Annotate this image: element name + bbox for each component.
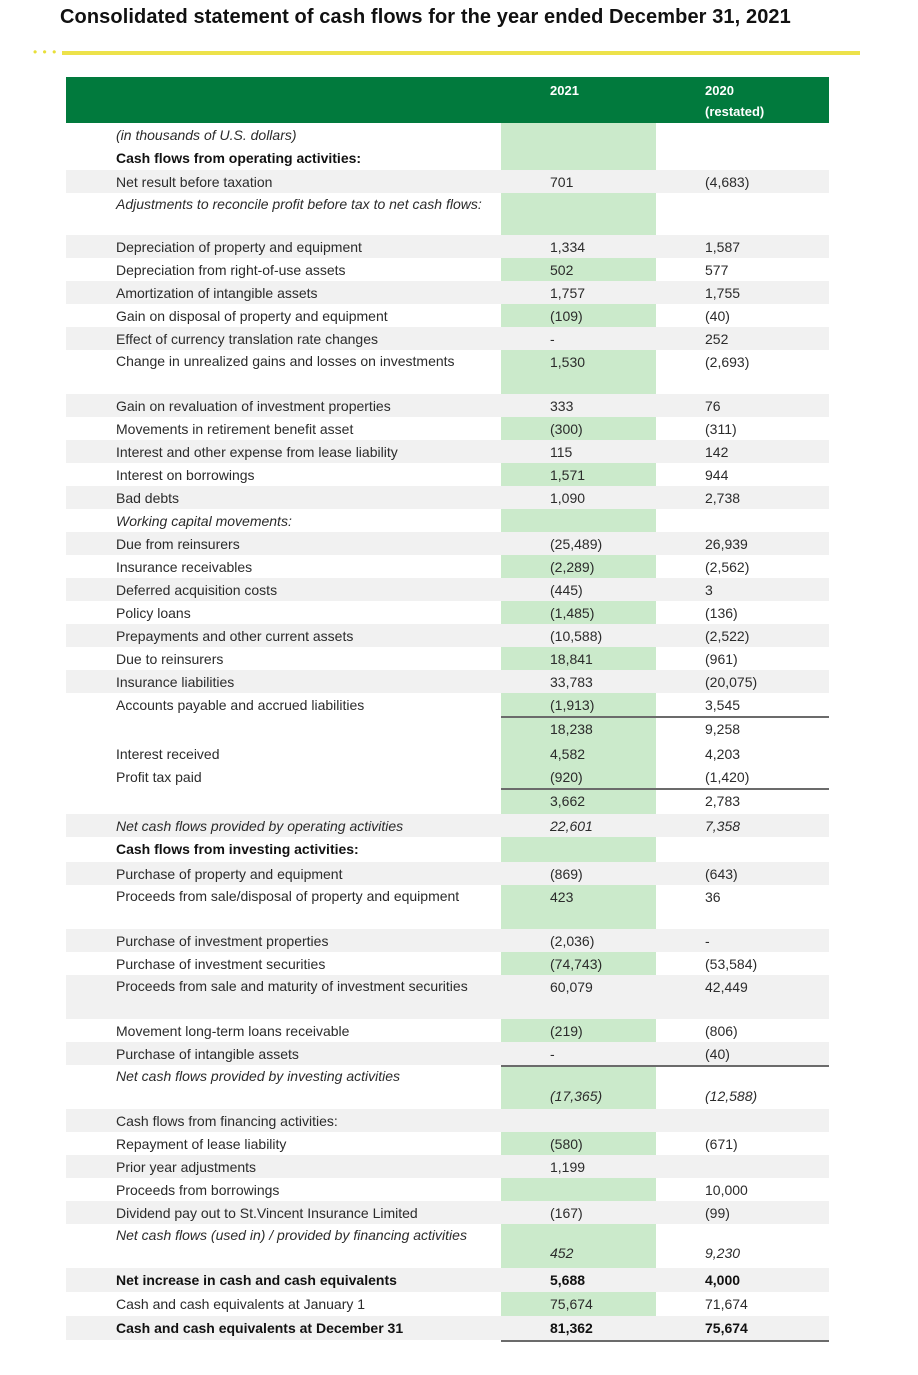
table-row	[66, 440, 829, 463]
row-label: Prepayments and other current assets	[116, 628, 354, 644]
title-underline	[62, 51, 860, 55]
row-label: Working capital movements:	[116, 513, 292, 529]
value-2020: (12,588)	[705, 1088, 758, 1104]
row-label: Gain on disposal of property and equipment	[116, 308, 388, 324]
value-2021: (1,913)	[550, 697, 595, 713]
table-row	[66, 350, 829, 394]
row-label: Change in unrealized gains and losses on investments	[116, 353, 455, 369]
value-2021: 1,199	[550, 1159, 586, 1175]
value-2021: 4,582	[550, 746, 586, 762]
value-2020: (40)	[705, 308, 730, 324]
table-row	[66, 258, 829, 281]
row-label: Purchase of intangible assets	[116, 1046, 299, 1062]
table-row	[66, 532, 829, 555]
value-2021: (17,365)	[550, 1088, 603, 1104]
value-2021: 701	[550, 174, 574, 190]
table-row	[66, 693, 829, 716]
row-label: Proceeds from sale and maturity of investment securities	[116, 978, 468, 994]
row-label: Due to reinsurers	[116, 651, 224, 667]
value-2021: 1,757	[550, 285, 586, 301]
table-row	[66, 862, 829, 885]
value-2021: 502	[550, 262, 574, 278]
table-row	[66, 814, 829, 837]
value-2021: (74,743)	[550, 956, 603, 972]
table-row	[66, 765, 829, 788]
row-label: Prior year adjustments	[116, 1159, 257, 1175]
value-2020: 7,358	[705, 818, 741, 834]
subtotal-rule	[501, 716, 829, 718]
value-2021: (1,485)	[550, 605, 595, 621]
table-row	[66, 885, 829, 929]
row-label: Gain on revaluation of investment properties	[116, 398, 391, 414]
decorative-dots: • • •	[33, 45, 58, 59]
value-2020: 75,674	[705, 1320, 748, 1336]
row-label: Due from reinsurers	[116, 536, 240, 552]
table-row	[66, 788, 829, 814]
value-2020: 9,258	[705, 721, 741, 737]
table-row	[66, 670, 829, 693]
row-label: Movements in retirement benefit asset	[116, 421, 354, 437]
statement-title: Consolidated statement of cash flows for the year ended December 31, 2021	[60, 6, 791, 28]
total-rule	[501, 1340, 829, 1342]
value-2020: 9,230	[705, 1245, 741, 1261]
table-row	[66, 555, 829, 578]
row-label: Policy loans	[116, 605, 191, 621]
table-row	[66, 146, 829, 170]
row-label: Interest on borrowings	[116, 467, 255, 483]
value-2020: (311)	[705, 421, 737, 437]
header-2021: 2021	[550, 83, 579, 98]
value-2020: (53,584)	[705, 956, 758, 972]
row-label: Net cash flows (used in) / provided by financing activities	[116, 1227, 467, 1243]
table-row	[66, 1178, 829, 1201]
value-2020: (20,075)	[705, 674, 758, 690]
row-label: Net result before taxation	[116, 174, 273, 190]
table-row	[66, 975, 829, 1019]
value-2021: 423	[550, 889, 574, 905]
value-2020: (1,420)	[705, 769, 750, 785]
row-label: Bad debts	[116, 490, 180, 506]
value-2021: (580)	[550, 1136, 583, 1152]
value-2020: -	[705, 933, 710, 949]
table-row	[66, 952, 829, 975]
value-2020: (643)	[705, 866, 738, 882]
value-2020: (806)	[705, 1023, 738, 1039]
value-2021: 81,362	[550, 1320, 593, 1336]
value-2020: 577	[705, 262, 729, 278]
value-2021: (167)	[550, 1205, 583, 1221]
row-label: Net cash flows provided by operating activities	[116, 818, 404, 834]
table-row	[66, 1019, 829, 1042]
row-label: Insurance receivables	[116, 559, 253, 575]
table-row	[66, 1065, 829, 1109]
table-row	[66, 235, 829, 258]
table-row	[66, 601, 829, 624]
value-2021: 18,238	[550, 721, 593, 737]
row-label: Cash flows from investing activities:	[116, 841, 359, 857]
row-label: Depreciation from right-of-use assets	[116, 262, 346, 278]
table-row	[66, 1155, 829, 1178]
value-2020: 26,939	[705, 536, 748, 552]
value-2020: 1,587	[705, 239, 741, 255]
value-2021: 333	[550, 398, 574, 414]
value-2021: 452	[550, 1245, 574, 1261]
value-2020: (2,693)	[705, 354, 750, 370]
value-2020: 2,738	[705, 490, 741, 506]
table-row	[66, 716, 829, 742]
row-label: Interest received	[116, 746, 220, 762]
value-2021: (2,036)	[550, 933, 595, 949]
value-2021: 1,530	[550, 354, 586, 370]
row-label: Depreciation of property and equipment	[116, 239, 362, 255]
row-label: Net cash flows provided by investing activities	[116, 1068, 401, 1084]
value-2020: 71,674	[705, 1296, 748, 1312]
row-label: Cash and cash equivalents at December 31	[116, 1320, 404, 1336]
value-2020: (4,683)	[705, 174, 750, 190]
value-2021: 75,674	[550, 1296, 593, 1312]
value-2021: (219)	[550, 1023, 583, 1039]
row-label: Purchase of property and equipment	[116, 866, 343, 882]
row-label: Cash flows from financing activities:	[116, 1113, 338, 1129]
table-body	[66, 123, 829, 1340]
value-2020: 36	[705, 889, 721, 905]
value-2020: (136)	[705, 605, 738, 621]
value-2021: (445)	[550, 582, 583, 598]
table-row	[66, 1201, 829, 1224]
value-2021: (2,289)	[550, 559, 595, 575]
header-2020	[705, 80, 764, 122]
table-header	[66, 77, 829, 123]
row-label: Dividend pay out to St.Vincent Insurance Limited	[116, 1205, 418, 1221]
value-2021: 3,662	[550, 793, 586, 809]
table-row	[66, 1109, 829, 1132]
value-2021: 60,079	[550, 979, 593, 995]
value-2020: 252	[705, 331, 729, 347]
value-2020: 1,755	[705, 285, 741, 301]
value-2021: 1,090	[550, 490, 586, 506]
value-2021: 1,571	[550, 467, 586, 483]
table-row	[66, 170, 829, 193]
table-row	[66, 1292, 829, 1316]
row-label: Cash and cash equivalents at January 1	[116, 1296, 366, 1312]
row-label: Insurance liabilities	[116, 674, 235, 690]
value-2021: 1,334	[550, 239, 586, 255]
value-2021: 22,601	[550, 818, 593, 834]
table-row	[66, 624, 829, 647]
table-row	[66, 394, 829, 417]
value-2021: -	[550, 331, 555, 347]
value-2020: 42,449	[705, 979, 748, 995]
table-row	[66, 1268, 829, 1292]
value-2021: (25,489)	[550, 536, 603, 552]
row-label: Proceeds from borrowings	[116, 1182, 280, 1198]
row-label: Interest and other expense from lease liability	[116, 444, 398, 460]
row-label: (in thousands of U.S. dollars)	[116, 127, 297, 143]
table-row	[66, 123, 829, 146]
cash-flow-table	[66, 77, 829, 1340]
table-row	[66, 304, 829, 327]
table-row	[66, 509, 829, 532]
value-2021: -	[550, 1046, 555, 1062]
subtotal-rule	[501, 788, 829, 790]
value-2021: 115	[550, 444, 573, 460]
value-2020: 4,000	[705, 1272, 741, 1288]
value-2020: 4,203	[705, 746, 741, 762]
value-2020: (40)	[705, 1046, 730, 1062]
table-row	[66, 463, 829, 486]
row-label: Deferred acquisition costs	[116, 582, 278, 598]
table-row	[66, 193, 829, 235]
table-row	[66, 837, 829, 862]
header-2020-year: 2020	[705, 83, 734, 98]
table-row	[66, 417, 829, 440]
row-label: Purchase of investment properties	[116, 933, 329, 949]
row-label: Net increase in cash and cash equivalents	[116, 1272, 397, 1288]
value-2020: 10,000	[705, 1182, 748, 1198]
row-label: Movement long-term loans receivable	[116, 1023, 350, 1039]
value-2020: 3	[705, 582, 713, 598]
value-2021: (109)	[550, 308, 583, 324]
table-row	[66, 327, 829, 350]
value-2021: (869)	[550, 866, 583, 882]
row-label: Amortization of intangible assets	[116, 285, 318, 301]
value-2020: (2,522)	[705, 628, 750, 644]
header-2020-restated: (restated)	[705, 104, 765, 119]
value-2020: (2,562)	[705, 559, 750, 575]
row-label: Cash flows from operating activities:	[116, 150, 362, 166]
value-2020: (671)	[705, 1136, 738, 1152]
row-label: Accounts payable and accrued liabilities	[116, 697, 365, 713]
value-2021: 18,841	[550, 651, 593, 667]
value-2020: (99)	[705, 1205, 730, 1221]
value-2020: (961)	[705, 651, 738, 667]
table-row	[66, 647, 829, 670]
table-row	[66, 578, 829, 601]
table-row	[66, 742, 829, 765]
table-row	[66, 281, 829, 304]
value-2020: 142	[705, 444, 729, 460]
value-2021: (300)	[550, 421, 583, 437]
row-label: Adjustments to reconcile profit before tax to net cash flows:	[116, 196, 482, 212]
row-label: Repayment of lease liability	[116, 1136, 287, 1152]
value-2021: 5,688	[550, 1272, 586, 1288]
subtotal-rule	[501, 1065, 829, 1067]
row-label: Purchase of investment securities	[116, 956, 326, 972]
table-row	[66, 1042, 829, 1065]
row-label: Effect of currency translation rate changes	[116, 331, 378, 347]
table-row	[66, 1132, 829, 1155]
table-row	[66, 1316, 829, 1340]
value-2021: (10,588)	[550, 628, 603, 644]
table-row	[66, 929, 829, 952]
table-row	[66, 486, 829, 509]
value-2020: 76	[705, 398, 721, 414]
value-2020: 3,545	[705, 697, 741, 713]
row-label: Profit tax paid	[116, 769, 202, 785]
value-2020: 2,783	[705, 793, 741, 809]
value-2020: 944	[705, 467, 729, 483]
value-2021: (920)	[550, 769, 583, 785]
table-row	[66, 1224, 829, 1268]
row-label: Proceeds from sale/disposal of property and equipment	[116, 888, 460, 904]
value-2021: 33,783	[550, 674, 593, 690]
